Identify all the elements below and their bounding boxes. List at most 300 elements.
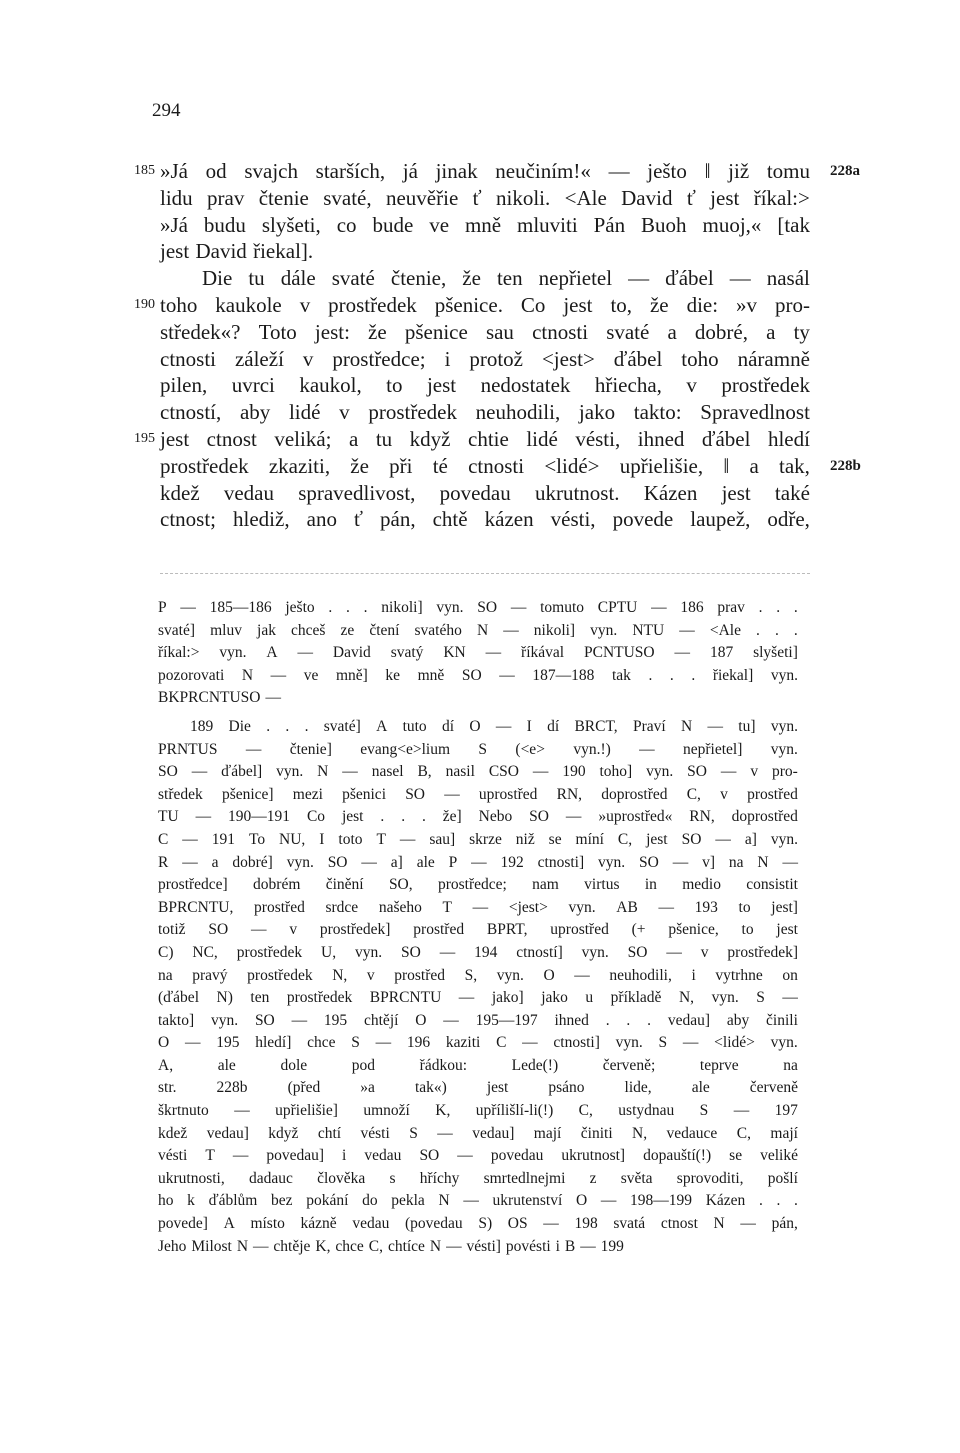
word: 187	[709, 644, 734, 662]
word: ctnosti]	[553, 1034, 600, 1052]
word: nepřietel]	[683, 740, 743, 758]
word: středek«?	[160, 319, 241, 344]
word: co	[336, 212, 357, 237]
apparatus-line	[158, 761, 798, 784]
word: —	[472, 898, 489, 916]
word: A	[266, 644, 278, 662]
word: čtenie	[258, 185, 309, 210]
word: prav	[717, 599, 745, 616]
word: činiti	[580, 1124, 613, 1142]
word: —	[522, 1034, 538, 1052]
word: umnoží	[363, 1102, 410, 1120]
word: To	[248, 830, 266, 848]
word: jest	[646, 830, 668, 848]
main-text	[134, 158, 861, 533]
word: i	[444, 346, 451, 371]
word: <Ale	[709, 621, 741, 639]
word: consistit	[746, 876, 798, 894]
word: prav	[207, 185, 245, 210]
word: 191	[211, 830, 235, 848]
word: vyn.	[354, 943, 383, 961]
word: kázen	[484, 507, 534, 532]
word: ale	[691, 1079, 710, 1097]
word: »v	[736, 292, 758, 317]
word: vyn.	[598, 853, 626, 871]
word: v	[339, 400, 350, 425]
word: svatý	[390, 644, 424, 662]
word: die:	[686, 292, 719, 317]
word: 187—188	[532, 666, 595, 684]
word: SO	[208, 921, 229, 939]
word: O	[543, 966, 555, 984]
apparatus-line	[158, 1168, 798, 1191]
word: a]	[744, 830, 757, 848]
word: —	[444, 785, 460, 803]
word: skrze	[469, 830, 502, 848]
word: ďábel	[613, 346, 663, 371]
word: 197	[774, 1102, 798, 1120]
word: Kázen	[705, 1192, 746, 1210]
word: ve	[429, 212, 450, 237]
word: —	[457, 1147, 473, 1165]
word: vésti	[360, 1124, 390, 1142]
word: ukrutnost.	[534, 480, 620, 505]
word: ale	[416, 853, 435, 871]
word: A	[223, 1215, 235, 1233]
word: totiž	[158, 921, 186, 939]
word: pozorovati	[158, 666, 225, 684]
apparatus-line	[158, 597, 798, 620]
word: —	[532, 763, 549, 781]
word: příkladě	[610, 989, 662, 1007]
word: ctnost	[660, 1215, 698, 1233]
word: mluv	[210, 621, 242, 639]
word: svajch	[244, 159, 298, 183]
word: 198	[574, 1215, 598, 1233]
word: SO	[405, 785, 426, 803]
word: zkaziti,	[268, 453, 331, 478]
word: hledí	[767, 426, 810, 451]
word: aby	[239, 400, 271, 425]
word: dole	[280, 1056, 308, 1074]
word: —	[182, 830, 198, 848]
word: C	[158, 830, 169, 848]
word: .	[346, 599, 350, 616]
word: doprostřed	[731, 808, 798, 826]
word: N	[713, 1215, 725, 1233]
folio-reference: 228b	[830, 457, 861, 474]
word: jest:	[314, 319, 350, 344]
apparatus-line	[158, 1077, 798, 1100]
word: chtějí	[364, 1011, 399, 1029]
word: hříchy	[419, 1169, 460, 1187]
word: to	[738, 898, 751, 916]
word: a	[349, 426, 359, 451]
word: tak	[611, 666, 631, 684]
word: S	[351, 1034, 360, 1052]
word: —	[191, 763, 208, 781]
text-line	[134, 158, 860, 185]
word: SO,	[388, 876, 413, 894]
word: slyšeti]	[753, 644, 798, 662]
word: při	[389, 453, 413, 478]
word: chtí	[317, 1124, 342, 1142]
word: U,	[321, 943, 337, 961]
word: tak,	[779, 453, 810, 478]
word: OS	[507, 1215, 528, 1233]
word: Kázen	[643, 480, 698, 505]
word: povésti	[505, 1237, 551, 1255]
word: N,	[332, 966, 348, 984]
apparatus-line	[158, 919, 798, 942]
word: lide,	[624, 1079, 652, 1097]
word: SO	[477, 599, 498, 616]
word: vyn.	[646, 763, 674, 781]
word: chtie	[468, 426, 509, 451]
word: se	[548, 830, 562, 848]
word: kaukol,	[299, 373, 362, 398]
word: RN,	[689, 808, 715, 826]
word: —	[782, 853, 798, 871]
word: již	[728, 159, 750, 183]
word: —	[510, 599, 527, 616]
word: —	[495, 717, 512, 735]
word: jak	[257, 621, 276, 639]
word: lidu	[160, 185, 193, 210]
word: vésti,	[550, 507, 596, 532]
text-line	[134, 426, 810, 453]
word: toho	[160, 292, 198, 317]
footnote-rule	[160, 573, 810, 574]
word: záleží	[234, 346, 284, 371]
word: ihned	[554, 1011, 589, 1029]
word: .	[793, 599, 798, 616]
word: světa	[620, 1169, 653, 1187]
word: (<e>	[515, 740, 545, 758]
word: T	[442, 898, 453, 916]
word: lidé	[288, 400, 321, 425]
word: pokání	[306, 1192, 349, 1210]
apparatus-line	[158, 687, 798, 710]
word: N	[429, 1237, 442, 1255]
word: .	[422, 808, 426, 826]
word: BPRCNTU	[369, 989, 442, 1007]
word: vedau]	[667, 1011, 710, 1029]
word: vedauce	[666, 1124, 718, 1142]
word: nepřietel	[538, 266, 613, 291]
word: —	[707, 717, 723, 735]
word: .	[758, 1192, 763, 1210]
word: N	[241, 666, 254, 684]
word: upřielišie]	[275, 1102, 338, 1120]
word: prostřed	[394, 966, 446, 984]
word: .	[691, 666, 696, 684]
word: jest	[160, 426, 190, 451]
word: ť	[686, 185, 696, 210]
word: prostředce]	[158, 876, 228, 894]
word: SO	[401, 943, 421, 961]
word: ďábel	[665, 266, 714, 291]
word: S)	[478, 1215, 493, 1233]
word: Pán	[593, 212, 626, 237]
word: .	[758, 599, 763, 616]
word: dí	[547, 717, 560, 735]
word: C	[496, 1034, 507, 1052]
word: kaukole	[215, 292, 282, 317]
word: nasil	[445, 763, 475, 781]
word: lidé	[526, 426, 558, 451]
text-line	[160, 506, 810, 533]
word: .	[401, 808, 406, 826]
word: takto:	[633, 400, 682, 425]
word: na	[728, 853, 744, 871]
word: ďáblům	[208, 1192, 258, 1210]
word: N	[317, 763, 329, 781]
word: jako]	[491, 989, 524, 1007]
word: 199	[600, 1237, 624, 1255]
word: KN	[443, 644, 466, 662]
apparatus-line	[158, 1010, 798, 1033]
word: jinak	[435, 159, 478, 183]
critical-apparatus	[158, 597, 798, 1258]
word: vyn.	[770, 666, 798, 684]
word: —	[740, 1215, 756, 1233]
word: bez	[271, 1192, 293, 1210]
word: uvrci	[231, 373, 275, 398]
word: nasál	[766, 266, 810, 291]
word: 196	[406, 1034, 431, 1052]
word: vyn.	[436, 599, 464, 616]
apparatus-line	[158, 642, 798, 665]
word: NTU	[632, 621, 665, 639]
word: —	[265, 689, 281, 707]
word: kaziti	[445, 1034, 481, 1052]
word: toto	[338, 830, 363, 848]
word: s	[389, 1169, 396, 1187]
word: pšenice	[404, 319, 468, 344]
word: C,	[617, 830, 633, 848]
word: —	[651, 599, 667, 616]
word: K,	[435, 1102, 451, 1120]
word: T	[376, 830, 386, 848]
word: veliké	[760, 1147, 798, 1165]
word: [tak	[777, 212, 810, 237]
word: <jest>	[541, 346, 595, 371]
word: .	[669, 666, 674, 684]
word: uprostřed	[478, 785, 538, 803]
word: —	[729, 266, 751, 291]
word: doprostřed	[601, 785, 668, 803]
apparatus-line	[158, 852, 798, 875]
word: <lidé>	[544, 453, 600, 478]
word: —	[458, 989, 475, 1007]
word: uprostřed	[550, 921, 609, 939]
word: 193	[694, 898, 718, 916]
word: .	[328, 599, 333, 616]
word: sau]	[429, 830, 456, 848]
word: S	[756, 989, 765, 1007]
word: .	[626, 1011, 631, 1029]
word: .	[285, 717, 290, 735]
word: <jest>	[508, 898, 548, 916]
word: —	[715, 830, 731, 848]
word: u	[585, 989, 594, 1007]
word: Co	[306, 808, 326, 826]
word: místo	[250, 1215, 285, 1233]
word: prostřed	[747, 785, 798, 803]
word: pro-	[772, 763, 798, 781]
word: »uprostřed«	[598, 808, 673, 826]
word: »Já	[160, 159, 188, 183]
word: .	[605, 1011, 610, 1029]
word: —	[342, 763, 358, 781]
word: bude	[372, 212, 414, 237]
word: a	[211, 853, 219, 871]
word: Spravedlnost	[700, 400, 810, 425]
word: aby	[726, 1011, 750, 1029]
word: —	[297, 644, 313, 662]
word: —	[565, 808, 582, 826]
word: a	[667, 319, 677, 344]
word: BPRCNTU,	[158, 898, 234, 916]
word: dobré]	[232, 853, 273, 871]
word: C,	[578, 1102, 593, 1120]
line-number: 185	[134, 163, 155, 178]
word: N	[476, 621, 489, 639]
word: —	[180, 599, 196, 616]
word: prostředek	[368, 400, 457, 425]
word: vedau	[364, 1147, 402, 1165]
word: (povedau	[405, 1215, 463, 1233]
word: říkával	[521, 644, 565, 662]
word: —	[503, 621, 519, 639]
word: »Já	[160, 212, 188, 237]
word: že	[462, 266, 481, 291]
word: —	[446, 1237, 462, 1255]
word: N	[681, 717, 693, 735]
word: I	[319, 830, 325, 848]
word: chtěje	[273, 1237, 311, 1255]
word: Die	[202, 266, 233, 291]
word: PCNTUSO	[583, 644, 655, 662]
word: ten	[496, 266, 523, 291]
word: K,	[315, 1237, 331, 1255]
word: T	[205, 1147, 215, 1165]
word: smrtedlnejmi	[483, 1169, 566, 1187]
word: v	[299, 292, 311, 317]
word: mluviti	[517, 212, 578, 237]
text-line	[160, 399, 810, 426]
word: vyn.	[276, 763, 304, 781]
word: mají	[770, 1124, 798, 1142]
word: pilen,	[160, 373, 208, 398]
word: jako	[541, 989, 568, 1007]
word: on	[782, 966, 798, 984]
word: takto]	[158, 1011, 195, 1029]
word: upřílišlí-li(!)	[475, 1102, 554, 1120]
word: svaté	[606, 319, 650, 344]
word: chce	[335, 1237, 364, 1255]
word: kdež	[158, 1124, 188, 1142]
word: SO	[461, 666, 482, 684]
word: S	[699, 1102, 709, 1120]
word: in	[644, 876, 657, 894]
word: 228b	[216, 1079, 248, 1097]
word: SO	[687, 763, 707, 781]
word: v	[366, 966, 375, 984]
word: pod	[351, 1056, 376, 1074]
word: z	[589, 1169, 597, 1187]
word: sprovoditi,	[676, 1169, 744, 1187]
word: svaté]	[158, 621, 196, 639]
word: (+	[631, 921, 646, 939]
word: jest	[160, 239, 190, 264]
word: prostředek	[160, 453, 249, 478]
word: »a	[360, 1079, 375, 1097]
word: —	[782, 989, 798, 1007]
apparatus-line	[158, 1123, 798, 1146]
word: Toto	[258, 319, 297, 344]
word: —	[463, 1192, 479, 1210]
word: .	[794, 1192, 798, 1210]
word: neuvěřie	[385, 185, 459, 210]
word: O	[158, 1034, 170, 1052]
word: —	[375, 1034, 392, 1052]
word: tu	[248, 266, 265, 291]
text-line	[160, 265, 810, 292]
word: v	[700, 943, 709, 961]
word: SO	[254, 1011, 275, 1029]
word: I	[526, 717, 532, 735]
word: nikoli]	[533, 621, 576, 639]
word: ho	[158, 1192, 174, 1210]
word: S	[478, 740, 488, 758]
word: to,	[610, 292, 633, 317]
word: v]	[702, 853, 716, 871]
word: —	[234, 1102, 250, 1120]
word: 195	[323, 1011, 348, 1029]
word: —	[600, 1192, 617, 1210]
page-number: 294	[152, 100, 181, 121]
word: kázně	[300, 1215, 337, 1233]
word: já	[402, 159, 418, 183]
word: na	[783, 1056, 798, 1074]
word: veliká;	[274, 426, 332, 451]
word: ve	[303, 666, 319, 684]
word: N	[757, 853, 769, 871]
word: ze	[340, 621, 355, 639]
word: ihned	[637, 426, 685, 451]
word: .	[363, 599, 368, 616]
word: C,	[686, 785, 701, 803]
word: SO	[529, 808, 549, 826]
word: starších,	[315, 159, 386, 183]
text-line	[160, 372, 810, 399]
apparatus-line	[158, 620, 798, 643]
word: ukrutnost]	[561, 1147, 626, 1165]
word: červeně	[749, 1079, 798, 1097]
word: nikoli]	[381, 599, 423, 616]
word: činili	[766, 1011, 798, 1029]
word: —	[666, 943, 682, 961]
word: povede	[612, 507, 674, 532]
word: 190—191	[228, 808, 291, 826]
word: David	[621, 185, 673, 210]
word: —	[251, 921, 267, 939]
word: B,	[417, 763, 432, 781]
word: dobré,	[694, 319, 748, 344]
word: .	[756, 621, 760, 639]
